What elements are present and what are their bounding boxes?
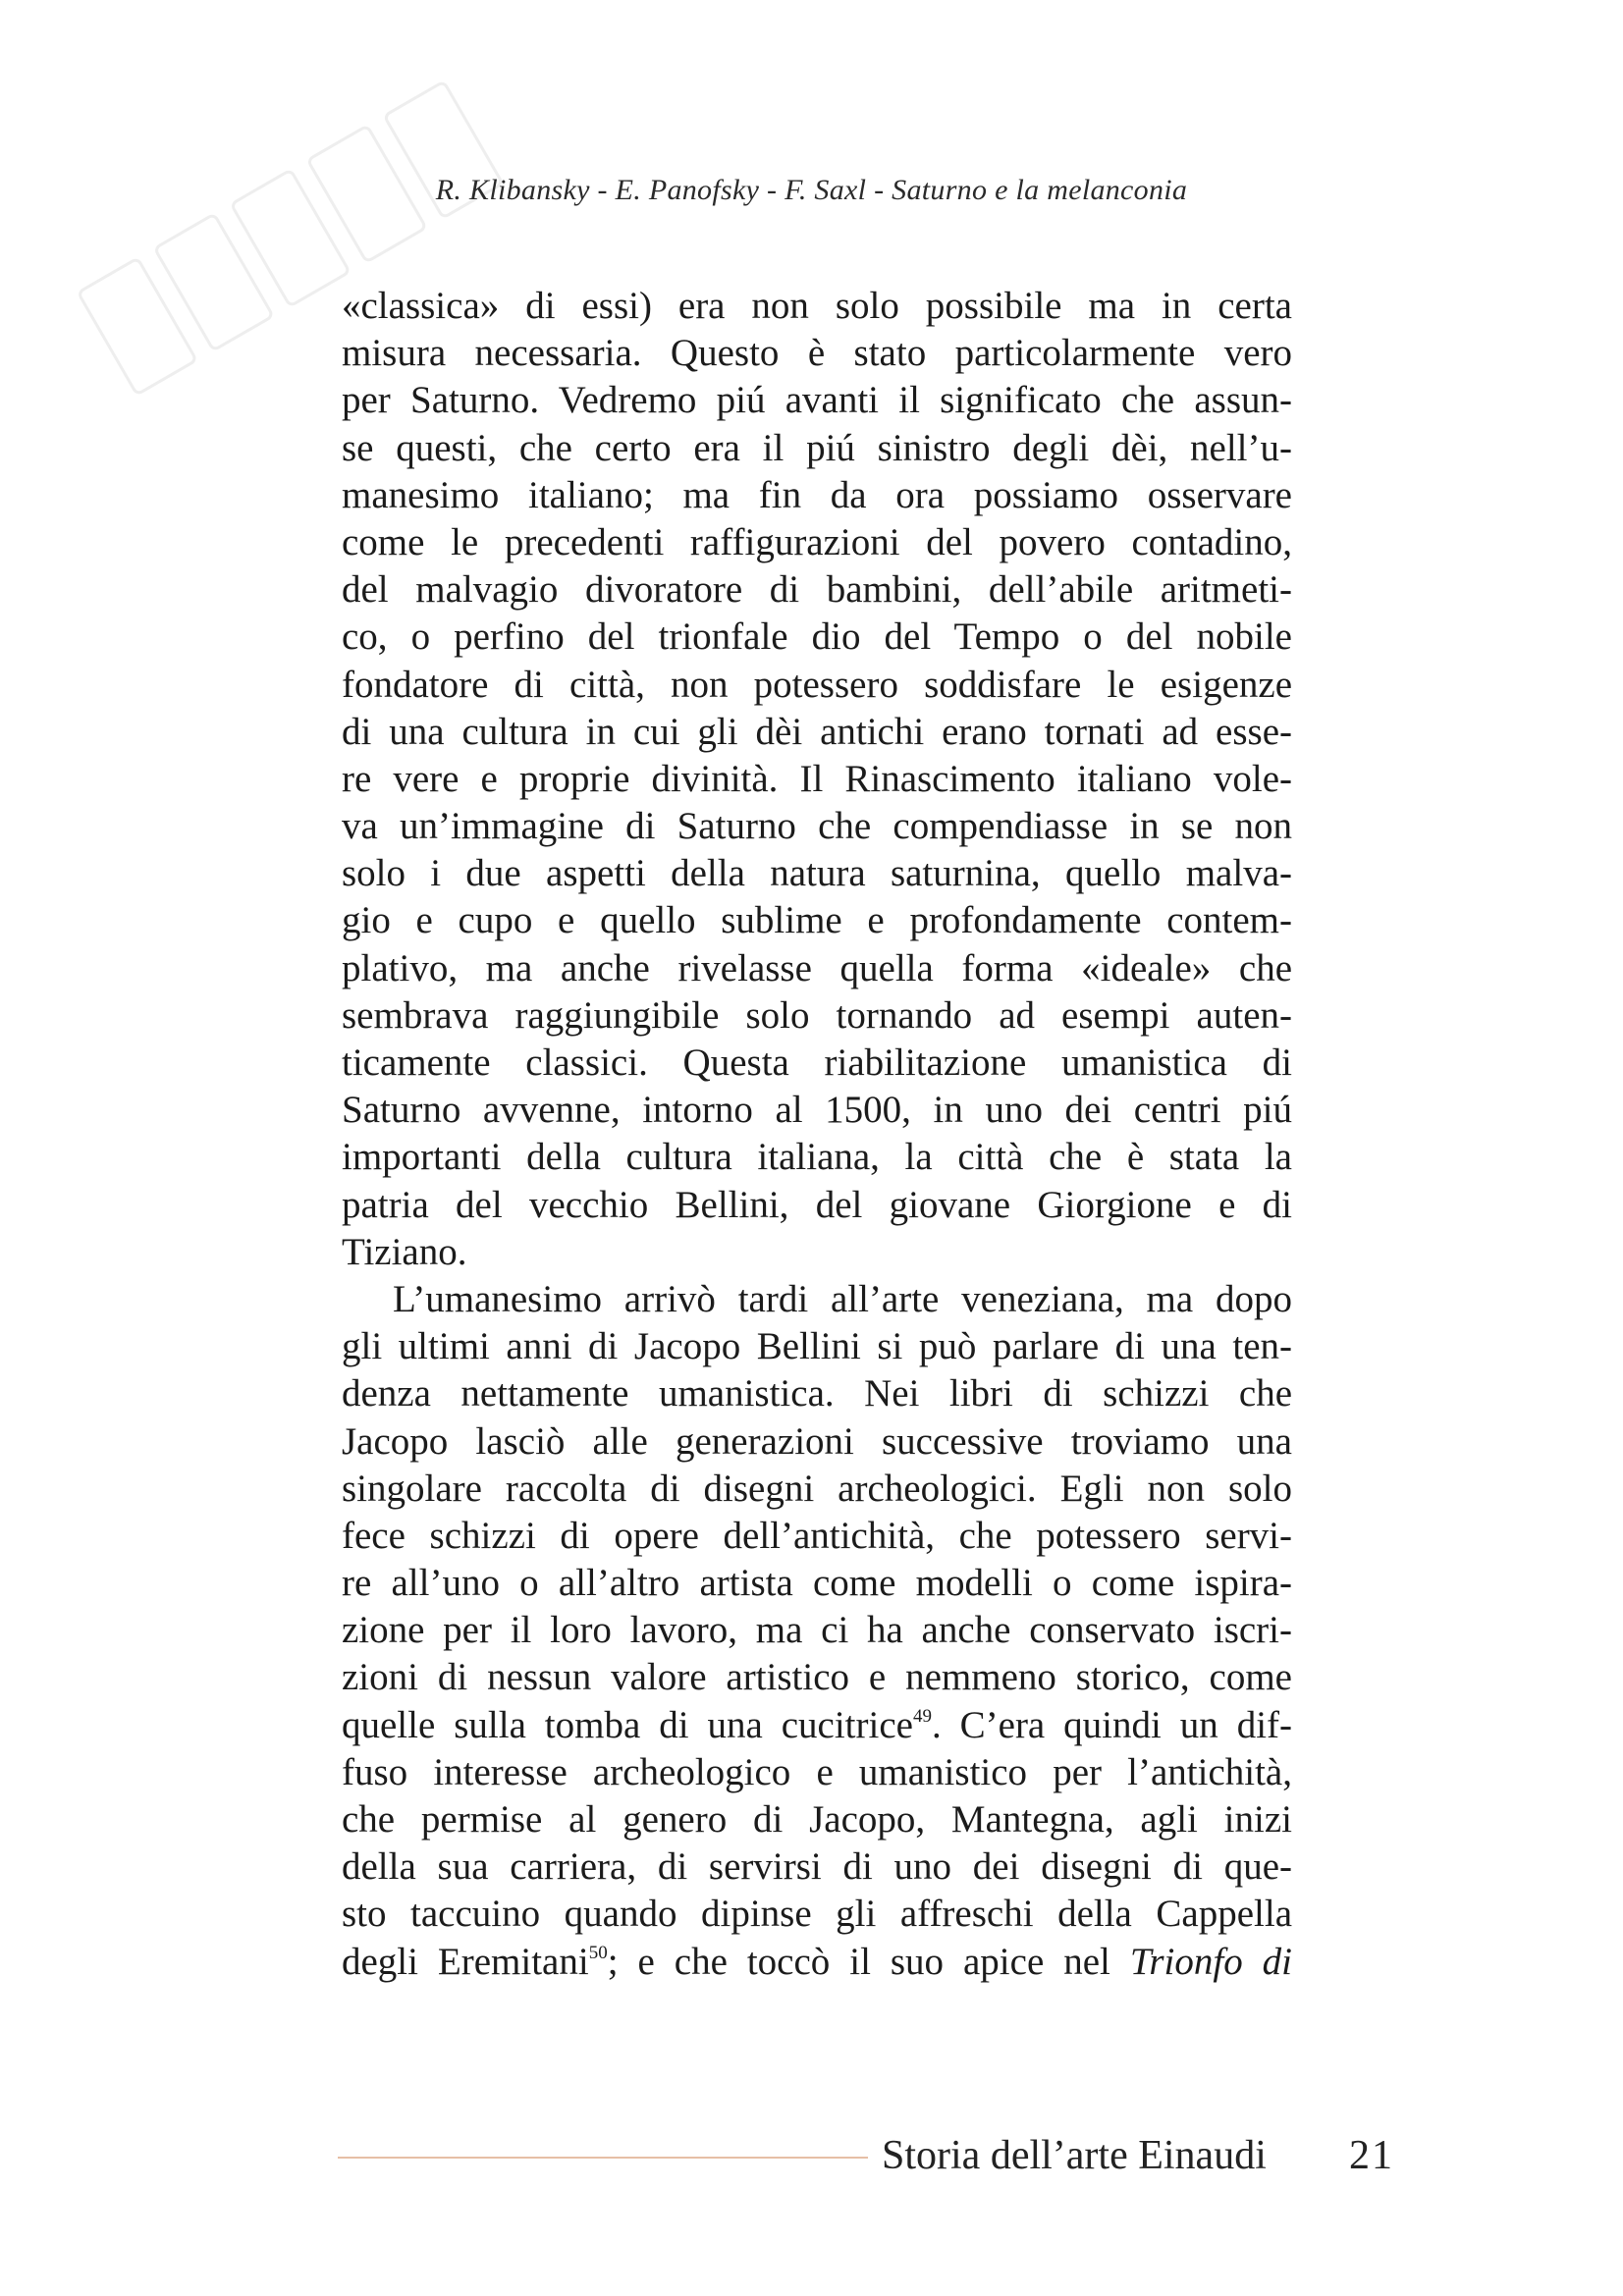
text-line: singolare raccolta di disegni archeologici. Egli non solo xyxy=(342,1467,1292,1510)
text-line: della sua carriera, di servirsi di uno dei disegni di que- xyxy=(342,1845,1292,1889)
text-line: patria del vecchio Bellini, del giovane Giorgione e di xyxy=(342,1183,1292,1226)
text-line: fondatore di città, non potessero soddisfare le esigenze xyxy=(342,663,1292,706)
text-line: se questi, che certo era il piú sinistro degli dèi, nell’u- xyxy=(342,426,1292,469)
text-line-footnote-50 xyxy=(342,1939,1292,1986)
body-text xyxy=(342,283,1292,1986)
text-line: per Saturno. Vedremo piú avanti il significato che assun- xyxy=(342,379,1292,422)
text-segment: quelle sulla tomba di una cucitrice xyxy=(342,1703,913,1746)
paragraph-end-line: Tiziano. xyxy=(342,1230,467,1273)
text-line: Saturno avvenne, intorno al 1500, in uno dei centri piú xyxy=(342,1089,1292,1132)
footnote-ref-49: 49 xyxy=(912,1705,932,1727)
text-line: co, o perfino del trionfale dio del Tempo o del nobile xyxy=(342,615,1292,659)
text-line: plativo, ma anche rivelasse quella forma «ideale» che xyxy=(342,946,1292,989)
text-line: solo i due aspetti della natura saturnina, quello malva- xyxy=(342,852,1292,895)
italic-title-segment: Trionfo di xyxy=(1129,1940,1292,1983)
text-segment: degli Eremitani xyxy=(342,1940,589,1983)
text-line-footnote-49 xyxy=(342,1702,1292,1749)
footnote-ref-50: 50 xyxy=(588,1942,608,1963)
text-line: che permise al genero di Jacopo, Mantegna, agli inizi xyxy=(342,1798,1292,1841)
text-line: gio e cupo e quello sublime e profondamente contem- xyxy=(342,899,1292,942)
text-line: zioni di nessun valore artistico e nemmeno storico, come xyxy=(342,1656,1292,1699)
text-line: come le precedenti raffigurazioni del povero contadino, xyxy=(342,520,1292,563)
footer-rule xyxy=(338,2157,868,2159)
text-line: fece schizzi di opere dell’antichità, che potessero servi- xyxy=(342,1514,1292,1557)
text-line: sto taccuino quando dipinse gli affreschi della Cappella xyxy=(342,1893,1292,1936)
text-line: zione per il loro lavoro, ma ci ha anche conservato iscri- xyxy=(342,1609,1292,1652)
text-line: «classica» di essi) era non solo possibile ma in certa xyxy=(342,285,1292,327)
text-line: re all’uno o all’altro artista come modelli o come ispira- xyxy=(342,1562,1292,1605)
text-segment: . C’era quindi un dif- xyxy=(931,1703,1292,1746)
text-line: misura necessaria. Questo è stato particolarmente vero xyxy=(342,332,1292,375)
text-line: gli ultimi anni di Jacopo Bellini si può parlare di una ten- xyxy=(342,1325,1292,1368)
text-line: va un’immagine di Saturno che compendiasse in se non xyxy=(342,805,1292,848)
text-line: ticamente classici. Questa riabilitazione umanistica di xyxy=(342,1041,1292,1084)
text-line: fuso interesse archeologico e umanistico per l’antichità, xyxy=(342,1750,1292,1793)
text-line: manesimo italiano; ma fin da ora possiamo osservare xyxy=(342,473,1292,516)
footer-series-title: Storia dell’arte Einaudi xyxy=(882,2133,1267,2178)
text-segment: ; e che toccò il suo apice nel xyxy=(607,1940,1130,1983)
page-number: 21 xyxy=(1349,2133,1394,2178)
text-line: Jacopo lasciò alle generazioni successive troviamo una xyxy=(342,1419,1292,1463)
text-line: sembrava raggiungibile solo tornando ad esempi auten- xyxy=(342,993,1292,1037)
running-head: R. Klibansky - E. Panofsky - F. Saxl - Saturno e la melanconia xyxy=(435,174,1188,206)
text-line: del malvagio divoratore di bambini, dell’abile aritmeti- xyxy=(342,568,1292,612)
text-line: denza nettamente umanistica. Nei libri di schizzi che xyxy=(342,1372,1292,1415)
text-line: re vere e proprie divinità. Il Rinascimento italiano vole- xyxy=(342,757,1292,800)
text-line: di una cultura in cui gli dèi antichi erano tornati ad esse- xyxy=(342,710,1292,753)
paragraph-start-line: L’umanesimo arrivò tardi all’arte veneziana, ma dopo xyxy=(393,1277,1292,1320)
text-line: importanti della cultura italiana, la città che è stata la xyxy=(342,1136,1292,1179)
